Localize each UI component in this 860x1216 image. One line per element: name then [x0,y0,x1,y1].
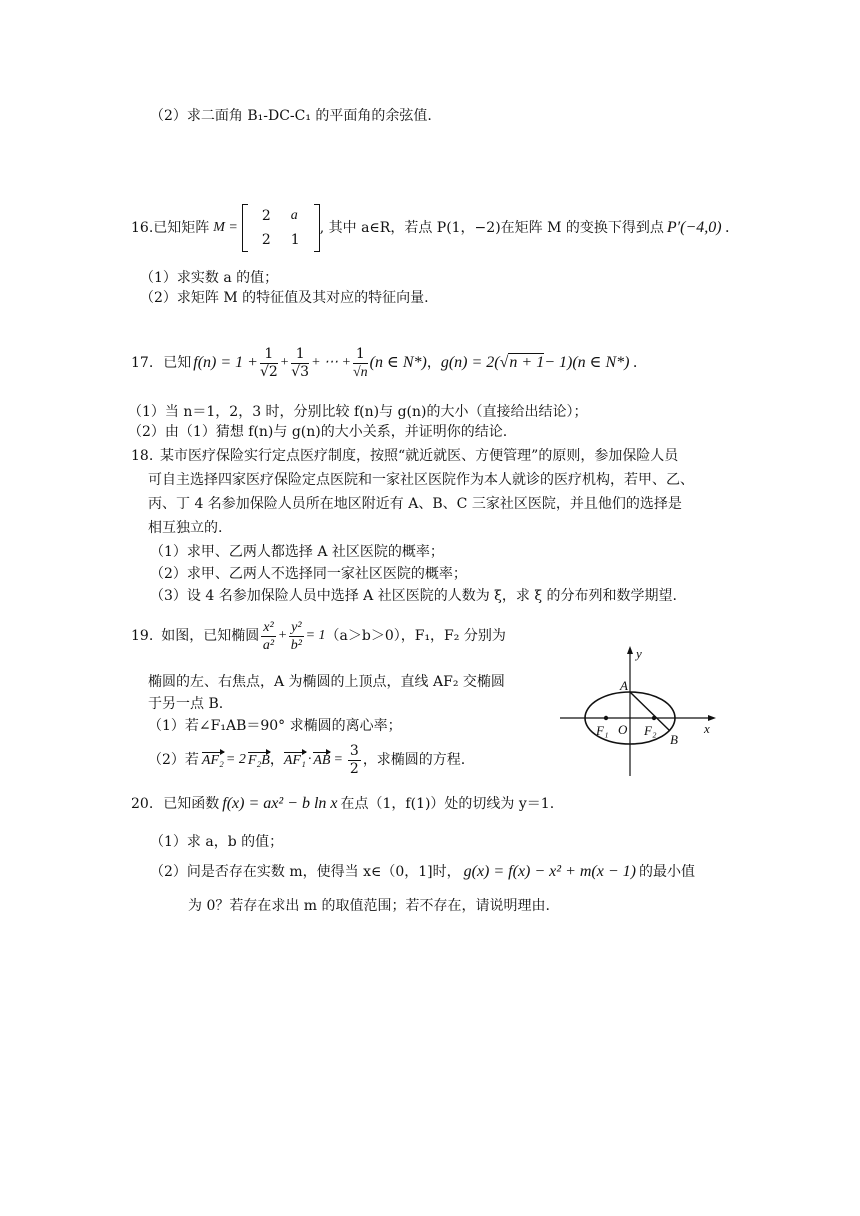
q20-tail: 在点（1，f(1)）处的切线为 y＝1. [340,796,555,812]
q17-g-sqrt: n + 1 [509,354,545,371]
q20-part2-line2: 为 0？若存在求出 m 的取值范围；若不存在，请说明理由. [188,898,550,914]
y-axis-arrow-icon [627,646,633,654]
q19-eq: = [333,752,343,767]
q19-intro: 如图，已知椭圆 [161,628,260,644]
q17-stem: 17. 已知 f(n) = 1 + $\frac{1}{√2}$ + $\frac{1}{√3}$ + ⋯ + $\frac{1}{√n}$ (n ∈ N*) ， g(n) = 2( √n + 1 − 1)(n ∈ N*) . [131,345,638,380]
q18-line3: 丙、丁 4 名参加保险人员所在地区附近有 A、B、C 三家社区医院，并且他们的选择是 [148,496,682,512]
q18-number: 18. [131,448,154,464]
q19-number: 19. [131,628,154,644]
q20-function: f(x) = ax² − b ln x [222,795,338,812]
q19-condition: （a＞b＞0），F₁，F₂ 分别为 [325,628,506,644]
q18-part1: （1）求甲、乙两人都选择 A 社区医院的概率； [150,544,444,560]
q17-frac-sqrt3: $\frac{1}{√3}$ [291,345,310,380]
q17-frac-sqrtn: $\frac{1}{√n}$ [352,345,368,380]
q18-part2: （2）求甲、乙两人不选择同一家社区医院的概率； [150,566,467,582]
q20-part2-pre: （2）问是否存在实数 m，使得当 x∈（0，1]时， [150,864,461,880]
q18-line1: 某市医疗保险实行定点医疗制度，按照“就近就医、方便管理”的原则，参加保险人员 [160,448,679,464]
vector-af2: AF₂ [201,752,224,768]
q19-part2-post: ，求椭圆的方程. [362,752,466,768]
f2-label: F₂ [644,723,657,738]
focus-f1-point [604,716,608,720]
q17-plus: + [279,355,290,370]
q19-part2 [148,740,465,780]
q19-dot: · [307,752,312,767]
q17-intro: 已知 [163,355,192,371]
origin-label: O [618,722,628,737]
q19-plus: + [277,628,288,643]
q19-part2-pre: （2）若 [148,752,199,768]
focus-f2-point [652,716,656,720]
q19-stem [131,614,506,658]
q16-intro: 已知矩阵 [153,220,210,236]
vector-f2b: F₂B [247,752,270,768]
vector-ab: AB [313,752,331,768]
point-b-label: B [670,732,678,747]
q17-g-lhs: g(n) = 2( [440,354,500,371]
q19-eq-mid: = 2 [225,752,246,767]
q16-stem [131,200,730,256]
q17-part1: （1）当 n＝1，2，3 时，分别比较 f(n)与 g(n)的大小（直接给出结论）； [128,404,588,420]
q17-frac-sqrt2: $\frac{1}{√2}$ [259,345,278,380]
matrix-cell: 1 [290,232,300,248]
q20-part2 [150,860,695,884]
q17-dots: + ⋯ + [311,355,351,370]
q17-f-cond: (n ∈ N*) [369,354,427,371]
q19-frac-y: $\frac{\text{y²}}{\text{b²}}$ [290,619,302,653]
x-label: x [704,721,710,736]
q20-part2-post: 的最小值 [638,864,695,880]
q16-matrix-label: M = [213,220,238,235]
q17-separator: ， [426,355,441,371]
q19-line2: 椭圆的左、右焦点，A 为椭圆的上顶点，直线 AF₂ 交椭圆 [148,674,505,690]
q20-stem [131,792,554,816]
q19-line3: 于另一点 B. [148,696,224,712]
matrix-cell: a [290,208,298,223]
q20-g-expression: g(x) = f(x) − x² + m(x − 1) [463,863,636,880]
q19-frac-3-2: $\frac{3}{2}$ [349,742,359,777]
f1-label: F₁ [596,723,609,738]
q16-number: 16. [131,220,154,236]
q18-line2: 可自主选择四家医疗保险定点医院和一家社区医院作为本人就诊的医疗机构，若甲、乙、 [148,472,694,488]
point-a-label: A [620,678,628,693]
q20-intro: 已知函数 [163,796,220,812]
q16-part2: （2）求矩阵 M 的特征值及其对应的特征向量. [140,290,429,306]
matrix-cell: 2 [261,208,271,224]
matrix-cell: 2 [261,232,271,248]
y-label: y [636,646,642,661]
q19-eq1: = 1 [305,628,326,643]
q20-part1: （1）求 a，b 的值； [150,834,284,850]
q17-number: 17. [131,355,154,371]
q18-line4: 相互独立的. [148,520,223,536]
q17-f-lhs: f(n) = 1 + [193,354,258,371]
q16-condition: , 其中 a∈R，若点 P(1，−2)在矩阵 M 的变换下得到点 [319,220,664,236]
q16-matrix [242,204,320,252]
q19-frac-x: $\frac{\text{x²}}{\text{a²}}$ [262,619,275,653]
q19-part1: （1）若∠F₁AB＝90° 求椭圆的离心率； [148,718,402,734]
q16-part1: （1）求实数 a 的值； [140,270,279,286]
q17-part2: （2）由（1）猜想 f(n)与 g(n)的大小关系，并证明你的结论. [128,424,508,440]
q18-part3: （3）设 4 名参加保险人员中选择 A 社区医院的人数为 ξ，求 ξ 的分布列和数学期望. [150,588,677,604]
q19-comma: ， [269,752,284,768]
ellipse-diagram [556,646,720,780]
q17-g-rhs: − 1)(n ∈ N*) . [544,354,638,371]
vector-af1: AF₁ [283,752,306,768]
q20-number: 20. [131,796,154,812]
q15-part2: （2）求二面角 B₁-DC-C₁ 的平面角的余弦值. [150,108,432,124]
q16-point: P′(−4,0) . [666,219,730,236]
